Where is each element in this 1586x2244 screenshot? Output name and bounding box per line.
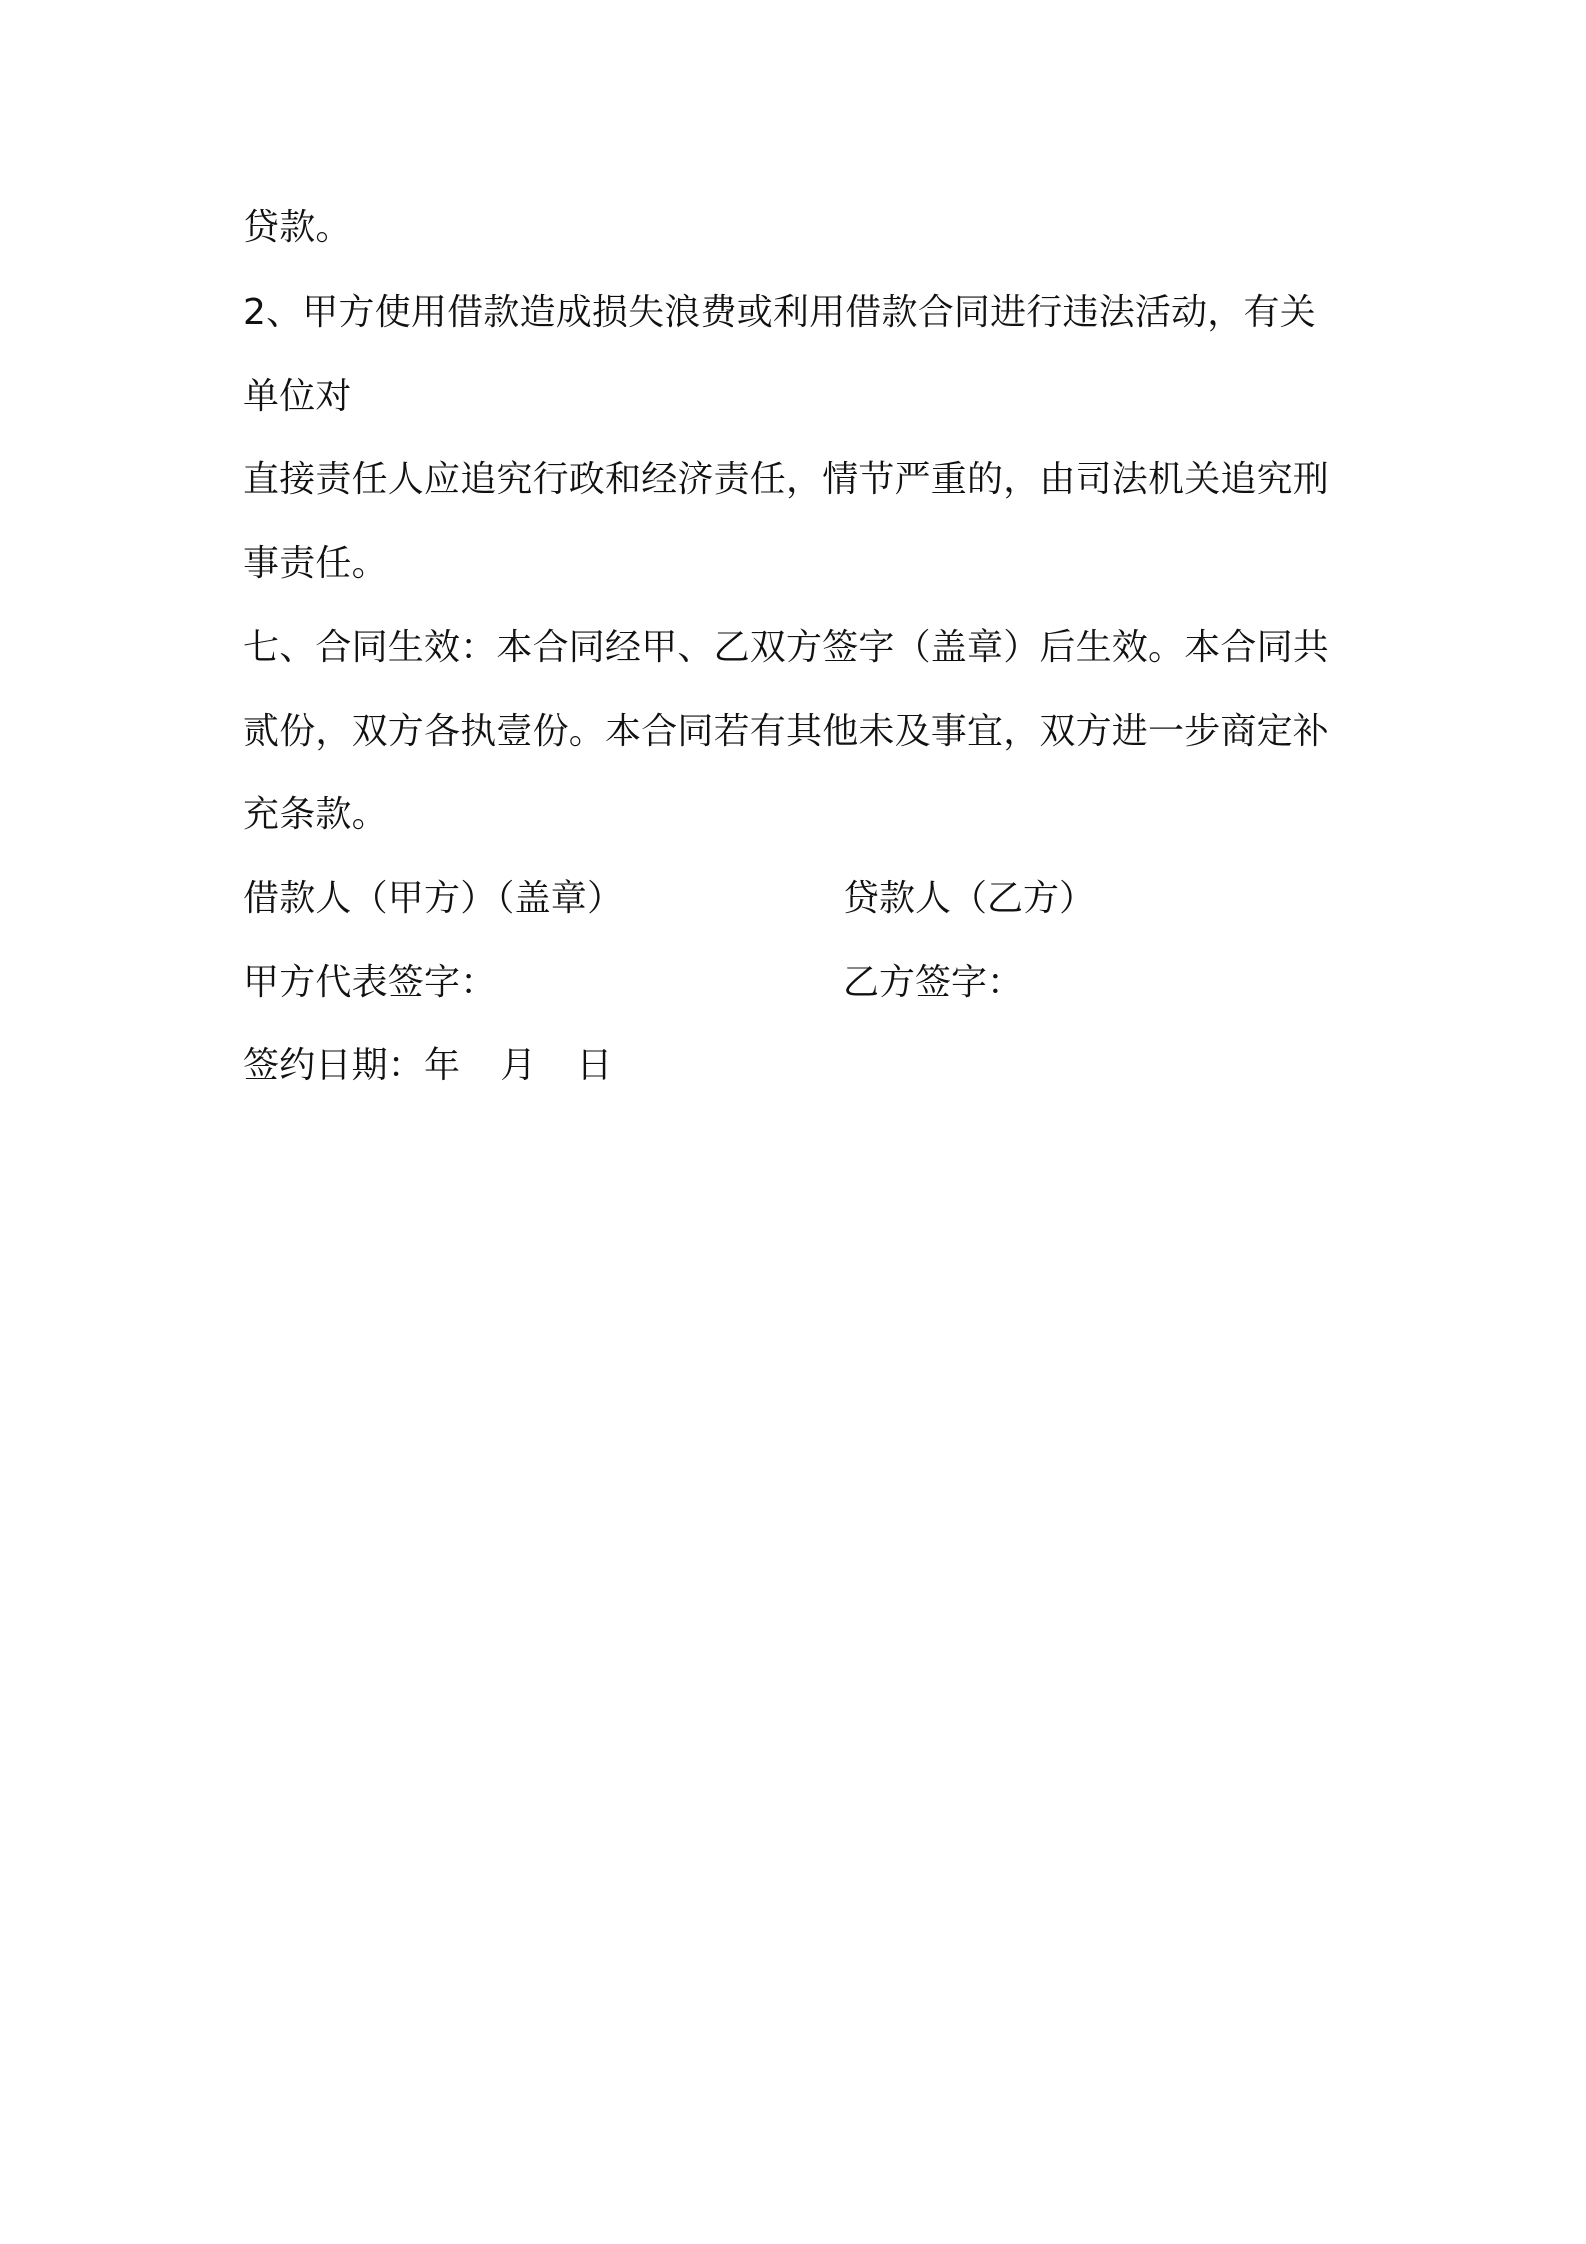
borrower-label: 借款人（甲方）（盖章） — [243, 878, 624, 919]
date-day: 日 — [576, 1045, 613, 1086]
paragraph-line: 贷款。 — [243, 207, 352, 248]
paragraph-line: 贰份，双方各执壹份。本合同若有其他未及事宜，双方进一步商定补 — [243, 711, 1330, 752]
signing-date-row — [243, 1042, 613, 1090]
date-year: 年 — [424, 1045, 461, 1086]
lender-label: 贷款人（乙方） — [843, 878, 1096, 919]
paragraph-line: 事责任。 — [243, 543, 388, 584]
paragraph-line: 直接责任人应追究行政和经济责任，情节严重的，由司法机关追究刑 — [243, 459, 1330, 500]
lender-signature-label: 乙方签字： — [843, 962, 1024, 1003]
signing-date-label: 签约日期： — [243, 1045, 425, 1086]
paragraph-line: 2、甲方使用借款造成损失浪费或利用借款合同进行违法活动，有关 — [243, 292, 1316, 333]
date-month: 月 — [500, 1045, 537, 1086]
paragraph-line: 充条款。 — [243, 794, 388, 835]
paragraph-line: 七、合同生效：本合同经甲、乙双方签字（盖章）后生效。本合同共 — [243, 627, 1330, 668]
borrower-rep-signature-label: 甲方代表签字： — [243, 962, 497, 1003]
paragraph-line: 单位对 — [243, 376, 352, 417]
